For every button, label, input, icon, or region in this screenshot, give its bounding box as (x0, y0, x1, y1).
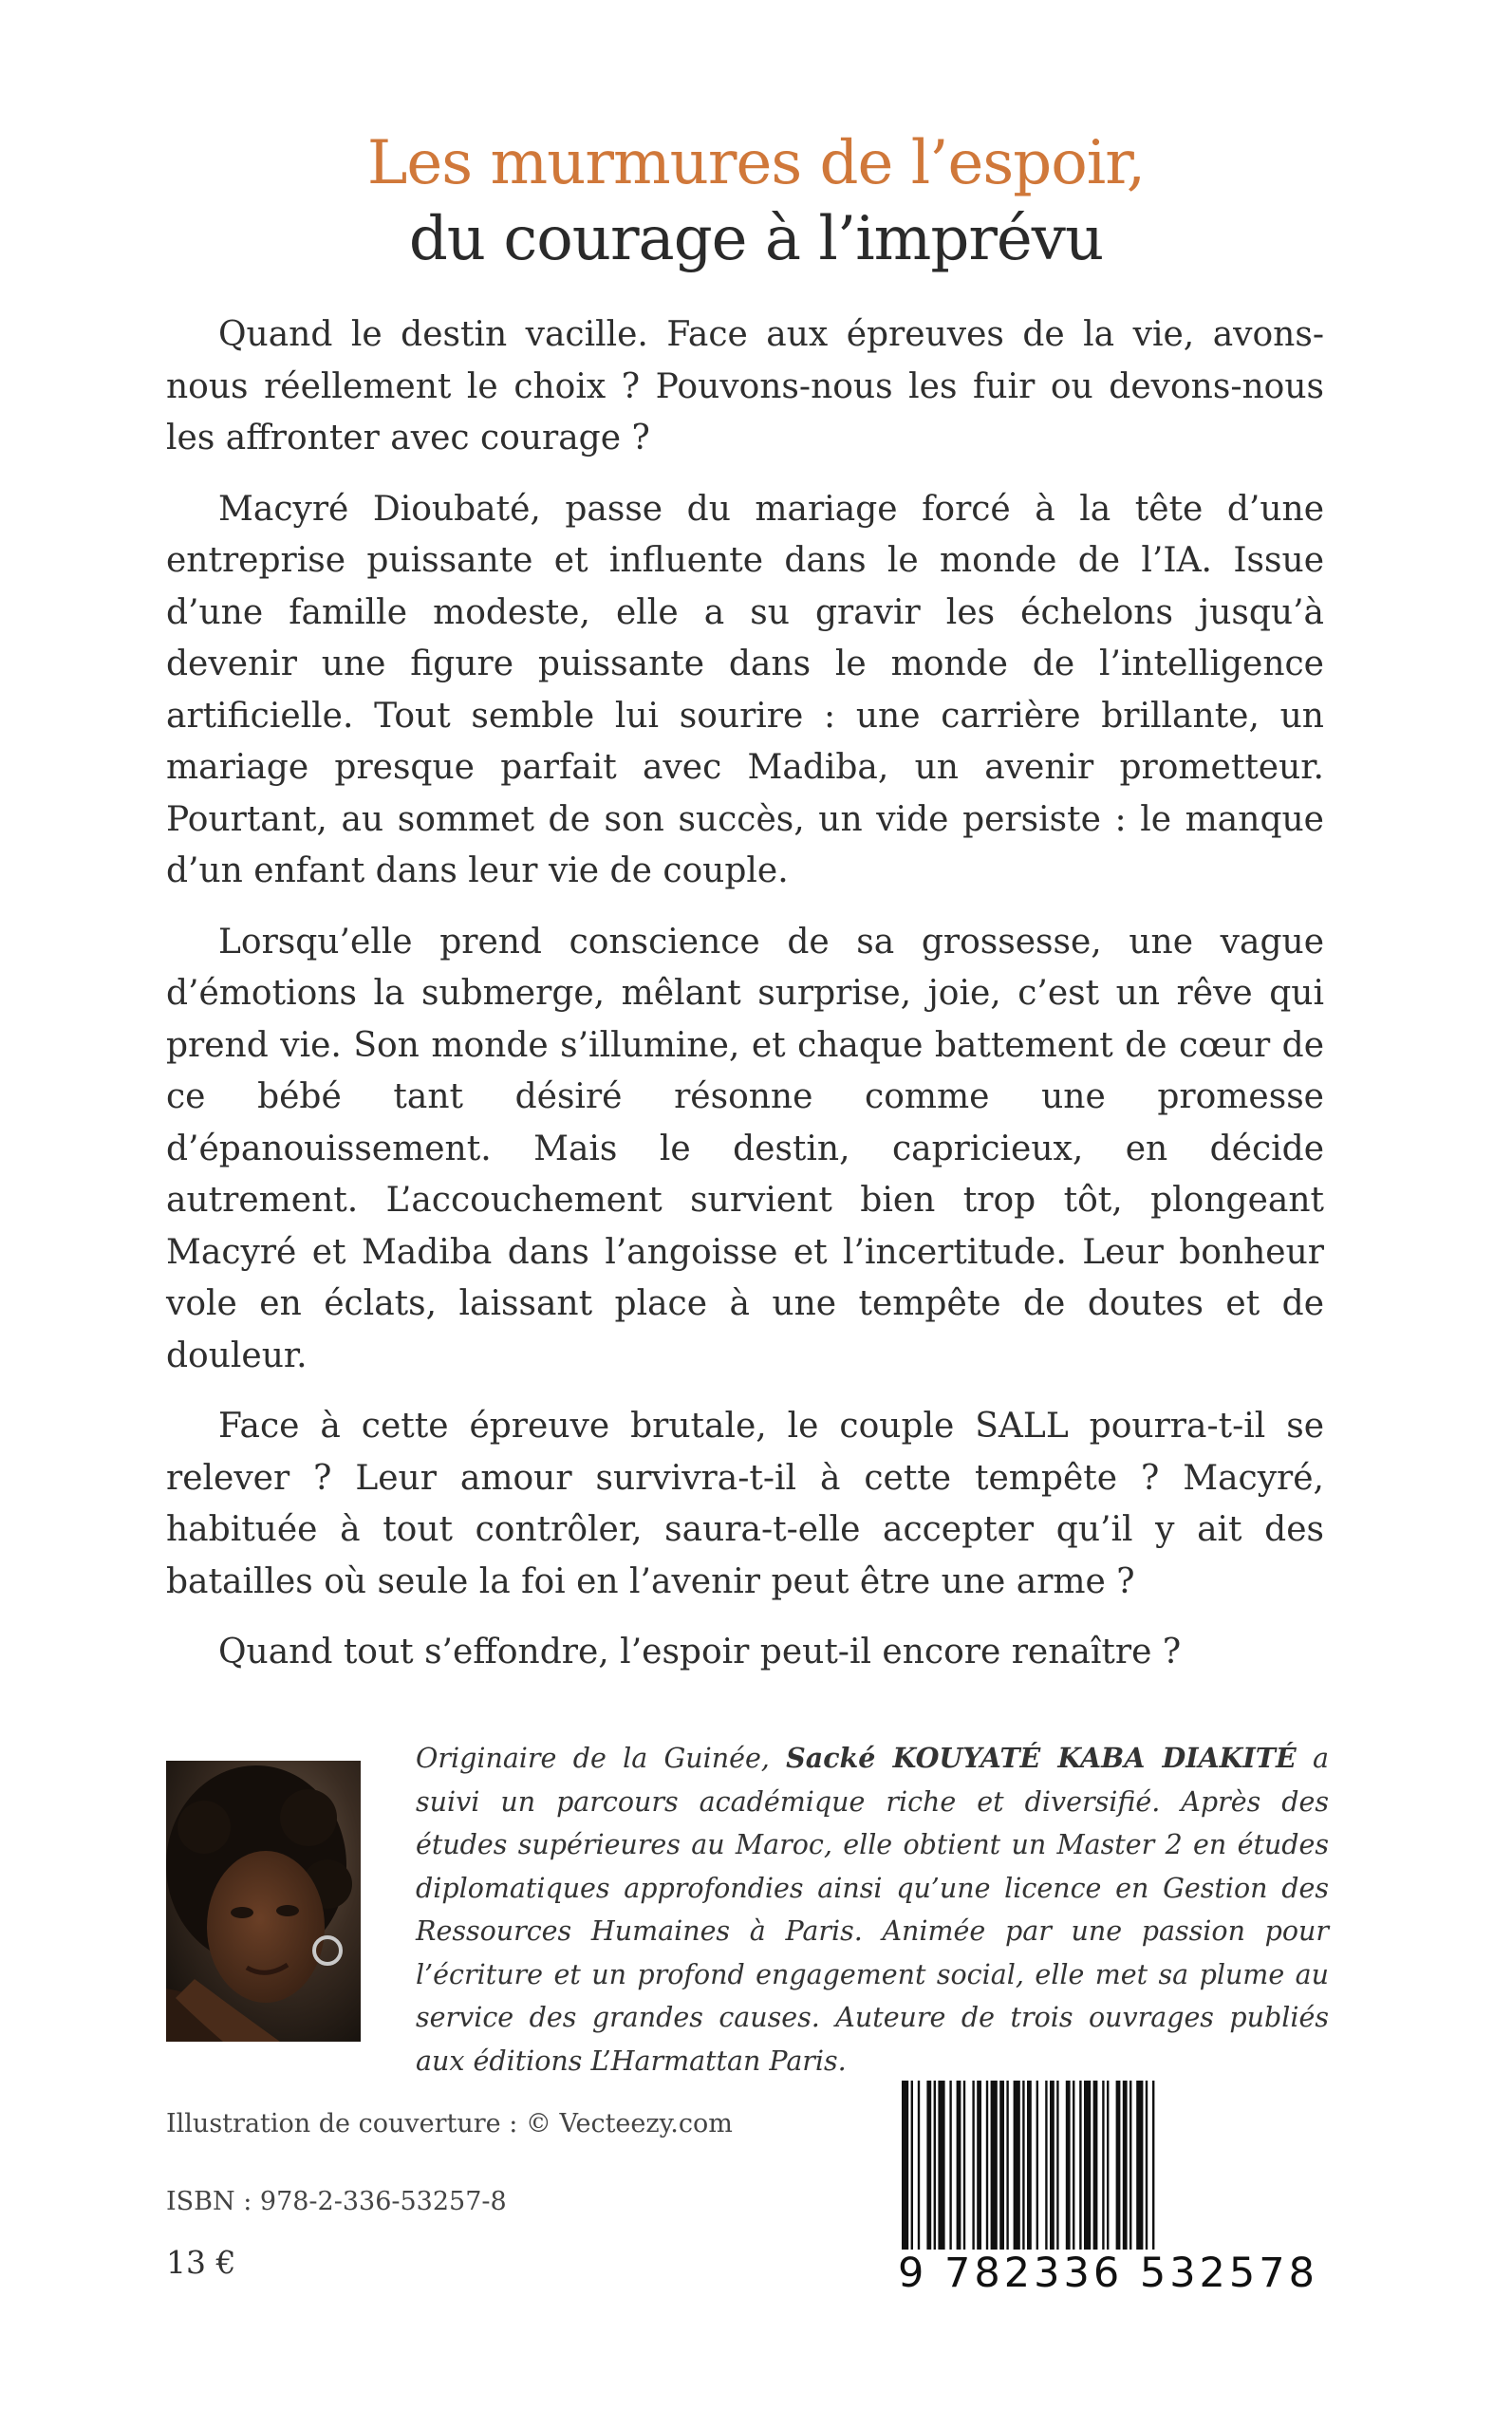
isbn: ISBN : 978-2-336-53257-8 (166, 2187, 507, 2216)
author-photo (166, 1761, 361, 2042)
barcode-bar (1084, 2081, 1091, 2251)
barcode-bar (1129, 2081, 1131, 2251)
barcode-bar (1045, 2081, 1047, 2251)
barcode-bar (1093, 2081, 1098, 2251)
author-portrait-image (166, 1761, 361, 2042)
book-title (0, 125, 1512, 277)
barcode-bar (1056, 2081, 1058, 2251)
title-line-2: du courage à l’imprévu (408, 204, 1104, 274)
synopsis-paragraph-3: Lorsqu’elle prend conscience de sa grossesse, une vague d’émotions la submerge, mêlant surprise, joie, c’est un rêve qui prend vie. Son monde s’illumine, et chaque battement de cœur de ce bébé tant désiré résonne comme une promesse d’épanouissement. Mais le destin, capricieux, en décide autrement. L’accouchement survient bien trop tôt, plongeant Macyré et Madiba dans l’angoisse et l’incertitude. Leur bonheur vole en éclats, laissant place à une tempête de doutes et de douleur. (166, 922, 1324, 1375)
barcode-bar (949, 2081, 951, 2251)
barcode-bar (1066, 2081, 1071, 2251)
synopsis (166, 309, 1324, 1698)
barcode-bar (972, 2081, 974, 2251)
price: 13 € (166, 2244, 236, 2281)
illustration-credit: Illustration de couverture : © Vecteezy.com (166, 2109, 733, 2138)
synopsis-paragraph-4: Face à cette épreuve brutale, le couple SALL pourra-t-il se relever ? Leur amour survivra-t-il à cette tempête ? Macyré, habituée à tout contrôler, saura-t-elle accepter qu’il y ait des batailles où seule la foi en l’avenir peut être une arme ? (166, 1407, 1324, 1601)
barcode-bar (1079, 2081, 1081, 2251)
barcode-bar (1102, 2081, 1104, 2251)
barcode-bar (1050, 2081, 1055, 2251)
barcode-bar (918, 2081, 920, 2251)
barcode-bar (1006, 2081, 1008, 2251)
barcode-bar (938, 2081, 944, 2251)
author-bio-text: a suivi un parcours académique riche et diversifié. Après des études supérieures au Maroc, elle obtient un Master 2 en études diplomatiques approfondies ainsi qu’une licence en Gestion des Ressources Humaines à Paris. Animée par une passion pour l’écriture et un profond engagement social, elle met sa plume au service des grandes causes. Auteure de trois ouvrages publiés aux éditions L’Harmattan Paris. (416, 1743, 1329, 2077)
barcode-bar (1136, 2081, 1143, 2251)
author-bio (416, 1737, 1329, 2082)
barcode-bar (1116, 2081, 1121, 2251)
synopsis-paragraph-5: Quand tout s’effondre, l’espoir peut-il encore renaître ? (218, 1633, 1182, 1671)
barcode-bar (957, 2081, 961, 2251)
barcode-bar (1107, 2081, 1109, 2251)
author-name: Sacké KOUYATÉ KABA DIAKITÉ (786, 1742, 1297, 1774)
barcode-bar (999, 2081, 1004, 2251)
barcode-bar (986, 2081, 988, 2251)
barcode-digits-text: 9 782336 532578 (898, 2250, 1318, 2297)
title-line-1: Les murmures de l’espoir, (366, 128, 1146, 198)
barcode-bar (1073, 2081, 1074, 2251)
barcode-bar (934, 2081, 936, 2251)
barcode-bar (1014, 2081, 1020, 2251)
barcode-bar (926, 2081, 931, 2251)
barcode-bar (991, 2081, 998, 2251)
synopsis-paragraph-2: Macyré Dioubaté, passe du mariage forcé à la tête d’une entreprise puissante et influente dans le monde de l’IA. Issue d’une famille modeste, elle a su gravir les échelons jusqu’à devenir une figure puissante dans le monde de l’intelligence artificielle. Tout semble lui sourire : une carrière brillante, un mariage presque parfait avec Madiba, un avenir prometteur. Pourtant, au sommet de son succès, un vide persiste : le manque d’un enfant dans leur vie de couple. (166, 489, 1324, 890)
synopsis-paragraph-1: Quand le destin vacille. Face aux épreuves de la vie, avons-nous réellement le choix ? Pouvons-nous les fuir ou devons-nous les affronter avec courage ? (166, 315, 1324, 458)
barcode-digits (896, 2250, 1337, 2297)
author-bio-intro: Originaire de la Guinée, (416, 1743, 787, 1774)
barcode-bar (1022, 2081, 1024, 2251)
barcode-bar (977, 2081, 981, 2251)
barcode-bar (1123, 2081, 1128, 2251)
barcode-bar (963, 2081, 965, 2251)
